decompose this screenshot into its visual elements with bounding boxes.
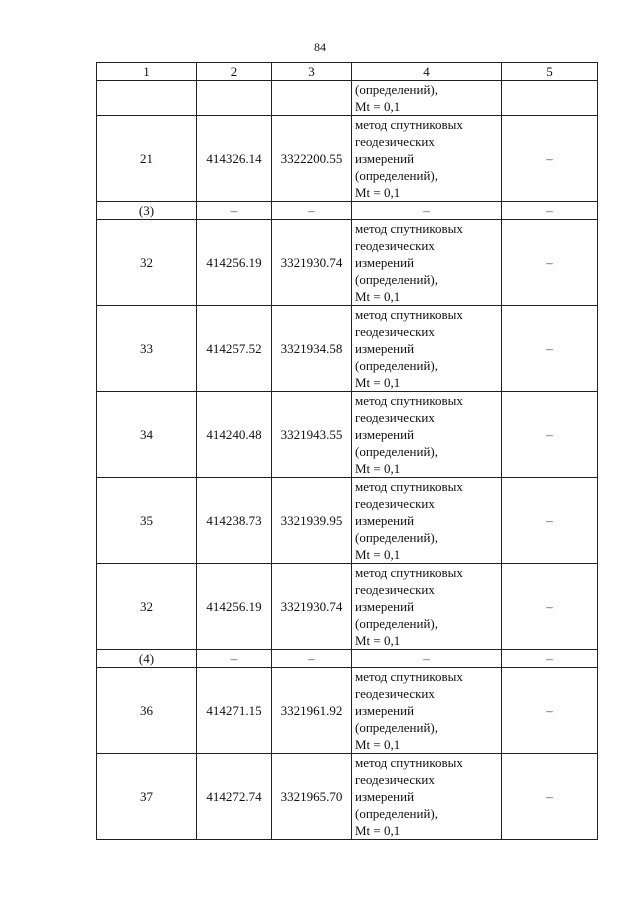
method-cell [352, 564, 502, 650]
column-header-1: 1 [97, 63, 197, 81]
method-line: Mt = 0,1 [355, 99, 401, 114]
point-number-cell: 33 [97, 306, 197, 392]
x-coordinate-cell: – [197, 202, 272, 220]
method-line: измерений [355, 341, 415, 356]
method-line: геодезических [355, 496, 435, 511]
method-line: измерений [355, 151, 415, 166]
accuracy-cell [502, 81, 598, 116]
method-line: Mt = 0,1 [355, 823, 401, 838]
method-cell [352, 754, 502, 840]
method-cell [352, 81, 502, 116]
accuracy-cell: – [502, 668, 598, 754]
table-body [97, 81, 598, 840]
point-number-cell: 32 [97, 220, 197, 306]
method-line: (определений), [355, 616, 438, 631]
column-header-4: 4 [352, 63, 502, 81]
column-header-2: 2 [197, 63, 272, 81]
point-number-cell [97, 81, 197, 116]
method-line: измерений [355, 427, 415, 442]
method-line: Mt = 0,1 [355, 289, 401, 304]
method-line: измерений [355, 599, 415, 614]
method-cell [352, 220, 502, 306]
y-coordinate-cell: 3321943.55 [272, 392, 352, 478]
y-coordinate-cell: – [272, 202, 352, 220]
x-coordinate-cell: – [197, 650, 272, 668]
method-line: геодезических [355, 410, 435, 425]
method-line: Mt = 0,1 [355, 185, 401, 200]
table-row [97, 668, 598, 754]
method-line: Mt = 0,1 [355, 547, 401, 562]
x-coordinate-cell: 414256.19 [197, 220, 272, 306]
y-coordinate-cell: 3321965.70 [272, 754, 352, 840]
table-row [97, 564, 598, 650]
x-coordinate-cell: 414256.19 [197, 564, 272, 650]
point-number-cell: 37 [97, 754, 197, 840]
method-cell [352, 392, 502, 478]
method-line: метод спутниковых [355, 307, 463, 322]
x-coordinate-cell: 414326.14 [197, 116, 272, 202]
table-row [97, 478, 598, 564]
method-cell [352, 116, 502, 202]
x-coordinate-cell: 414271.15 [197, 668, 272, 754]
method-line: геодезических [355, 324, 435, 339]
method-line: метод спутниковых [355, 669, 463, 684]
x-coordinate-cell [197, 81, 272, 116]
accuracy-cell: – [502, 478, 598, 564]
method-line: (определений), [355, 358, 438, 373]
method-line: Mt = 0,1 [355, 737, 401, 752]
method-line: метод спутниковых [355, 393, 463, 408]
y-coordinate-cell: 3321930.74 [272, 564, 352, 650]
y-coordinate-cell: 3322200.55 [272, 116, 352, 202]
page-number: 84 [314, 40, 326, 54]
y-coordinate-cell: – [272, 650, 352, 668]
method-line: метод спутниковых [355, 221, 463, 236]
method-cell [352, 306, 502, 392]
method-cell: – [352, 202, 502, 220]
table-row [97, 306, 598, 392]
point-number-cell: 36 [97, 668, 197, 754]
point-number-cell: (3) [97, 202, 197, 220]
method-line: измерений [355, 255, 415, 270]
point-number-cell: 34 [97, 392, 197, 478]
method-line: (определений), [355, 82, 438, 97]
y-coordinate-cell: 3321930.74 [272, 220, 352, 306]
method-line: метод спутниковых [355, 565, 463, 580]
accuracy-cell: – [502, 754, 598, 840]
method-line: Mt = 0,1 [355, 461, 401, 476]
point-number-cell: 21 [97, 116, 197, 202]
method-line: геодезических [355, 686, 435, 701]
y-coordinate-cell: 3321939.95 [272, 478, 352, 564]
method-line: (определений), [355, 444, 438, 459]
column-header-5: 5 [502, 63, 598, 81]
method-line: Mt = 0,1 [355, 375, 401, 390]
method-line: Mt = 0,1 [355, 633, 401, 648]
x-coordinate-cell: 414272.74 [197, 754, 272, 840]
method-line: (определений), [355, 720, 438, 735]
method-line: геодезических [355, 238, 435, 253]
point-number-cell: 35 [97, 478, 197, 564]
y-coordinate-cell: 3321934.58 [272, 306, 352, 392]
accuracy-cell: – [502, 220, 598, 306]
method-cell [352, 668, 502, 754]
accuracy-cell: – [502, 392, 598, 478]
table-row [97, 220, 598, 306]
method-line: метод спутниковых [355, 755, 463, 770]
y-coordinate-cell: 3321961.92 [272, 668, 352, 754]
x-coordinate-cell: 414238.73 [197, 478, 272, 564]
method-line: (определений), [355, 272, 438, 287]
method-cell: – [352, 650, 502, 668]
method-line: (определений), [355, 530, 438, 545]
method-line: геодезических [355, 134, 435, 149]
method-line: измерений [355, 513, 415, 528]
method-line: метод спутниковых [355, 117, 463, 132]
method-line: (определений), [355, 168, 438, 183]
column-header-3: 3 [272, 63, 352, 81]
point-number-cell: 32 [97, 564, 197, 650]
coordinates-table [96, 62, 598, 840]
group-separator-row [97, 650, 598, 668]
x-coordinate-cell: 414240.48 [197, 392, 272, 478]
method-cell [352, 478, 502, 564]
table-header-row [97, 63, 598, 81]
method-line: метод спутниковых [355, 479, 463, 494]
x-coordinate-cell: 414257.52 [197, 306, 272, 392]
table-row [97, 754, 598, 840]
method-line: геодезических [355, 772, 435, 787]
table-row [97, 81, 598, 116]
accuracy-cell: – [502, 306, 598, 392]
accuracy-cell: – [502, 202, 598, 220]
method-line: (определений), [355, 806, 438, 821]
method-line: измерений [355, 789, 415, 804]
group-separator-row [97, 202, 598, 220]
accuracy-cell: – [502, 650, 598, 668]
method-line: измерений [355, 703, 415, 718]
method-line: геодезических [355, 582, 435, 597]
accuracy-cell: – [502, 116, 598, 202]
point-number-cell: (4) [97, 650, 197, 668]
table-row [97, 392, 598, 478]
table-row [97, 116, 598, 202]
accuracy-cell: – [502, 564, 598, 650]
y-coordinate-cell [272, 81, 352, 116]
